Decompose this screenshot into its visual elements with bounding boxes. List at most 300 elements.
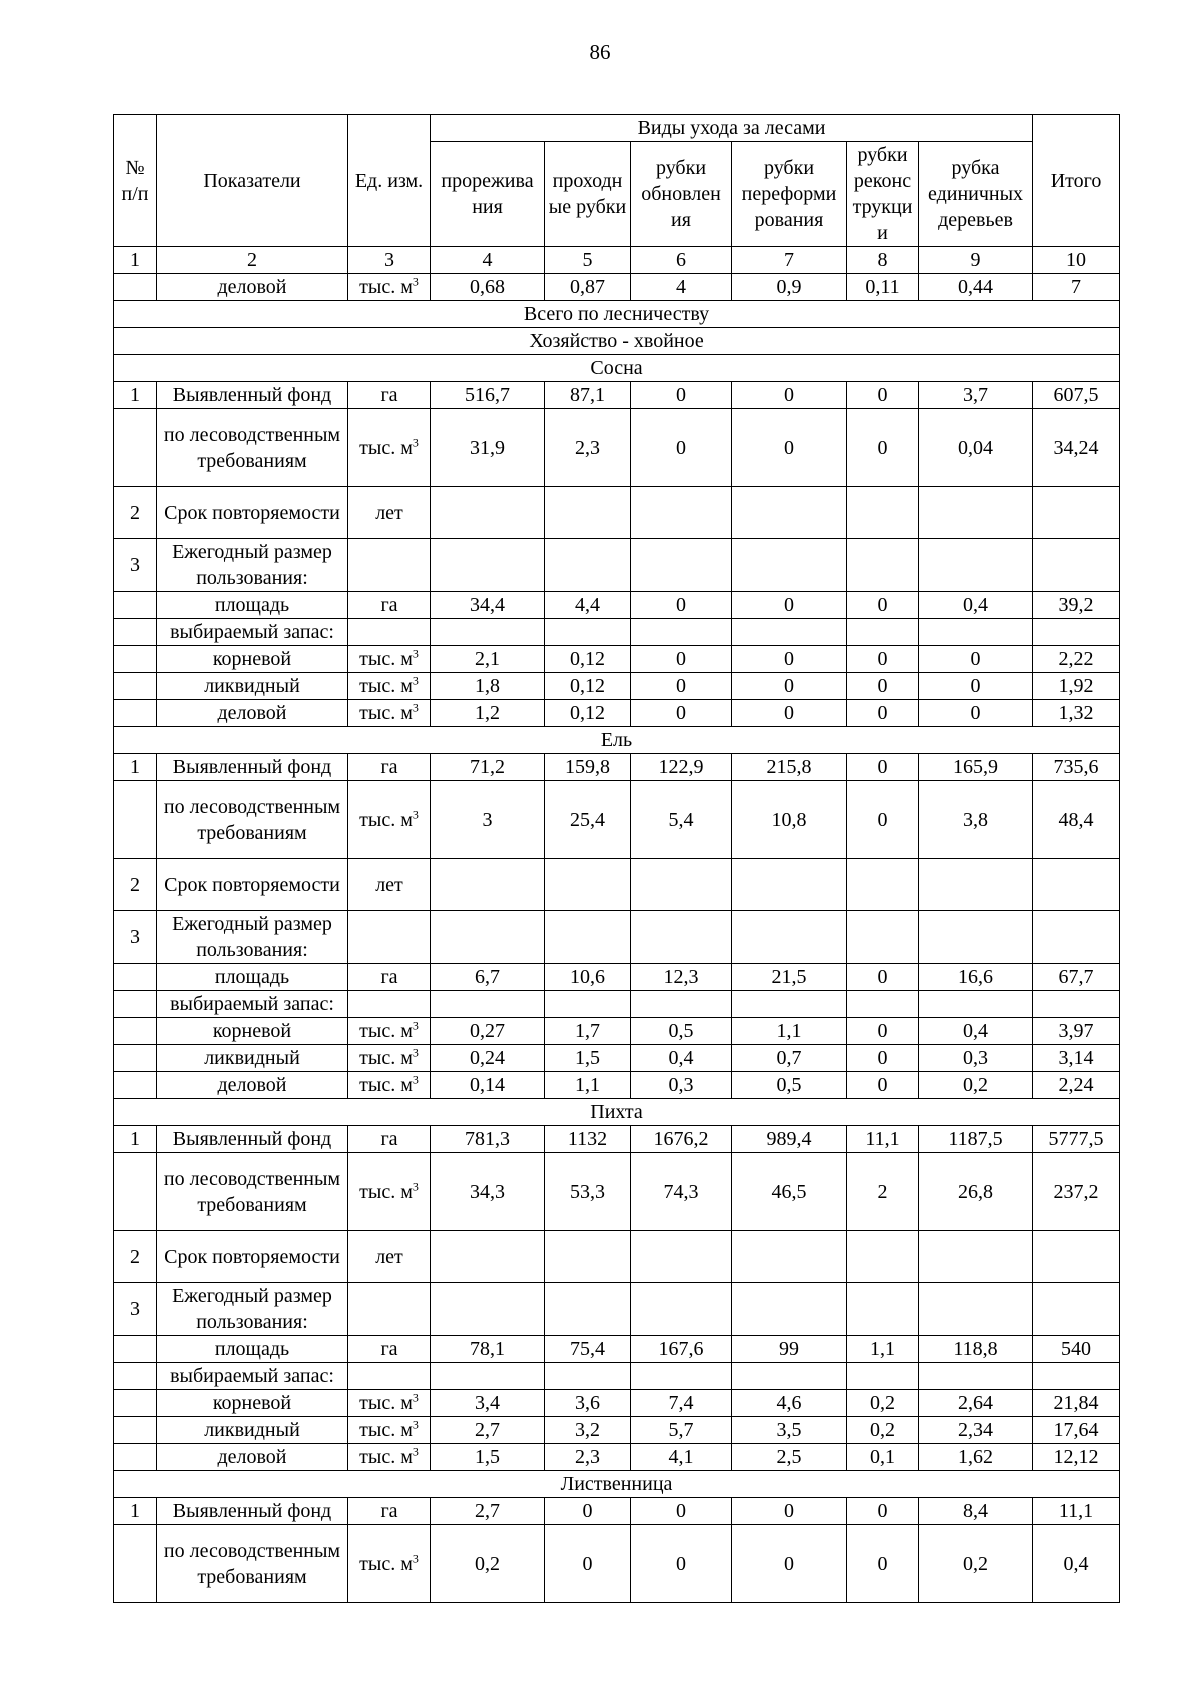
unit-text: тыс. м: [359, 1446, 413, 1468]
row-value: 34,4: [431, 592, 545, 619]
row-value: 5,4: [631, 781, 732, 859]
row-value: 0,2: [919, 1525, 1033, 1603]
header-type-thinning: прорежива ния: [431, 142, 545, 247]
row-value: [732, 487, 847, 539]
row-indicator: Срок повторяемости: [157, 1231, 348, 1283]
row-total: [1033, 1363, 1120, 1390]
row-value: [545, 619, 631, 646]
row-value: 0,04: [919, 409, 1033, 487]
column-number: 6: [631, 247, 732, 274]
unit-exponent: 3: [412, 806, 419, 821]
row-indicator: площадь: [157, 1336, 348, 1363]
row-indicator: площадь: [157, 592, 348, 619]
table-row: [114, 592, 1120, 619]
row-number: [114, 619, 157, 646]
row-total: [1033, 1283, 1120, 1336]
unit-exponent: 3: [412, 1390, 419, 1405]
row-number: [114, 1363, 157, 1390]
row-number: [114, 1153, 157, 1231]
row-value: [847, 487, 919, 539]
row-total: 12,12: [1033, 1444, 1120, 1471]
row-number: 3: [114, 539, 157, 592]
row-total: [1033, 1231, 1120, 1283]
row-value: 0,5: [631, 1018, 732, 1045]
table-row: [114, 1072, 1120, 1099]
row-value: 3,5: [732, 1417, 847, 1444]
row-value: 165,9: [919, 754, 1033, 781]
unit-exponent: 3: [412, 646, 419, 661]
row-value: [631, 539, 732, 592]
row-value: [631, 991, 732, 1018]
row-value: 2,64: [919, 1390, 1033, 1417]
row-value: 0,7: [732, 1045, 847, 1072]
section-title: Ель: [114, 727, 1120, 754]
row-value: 0: [631, 382, 732, 409]
unit-exponent: 3: [412, 1444, 419, 1459]
table-row: [114, 1283, 1120, 1336]
row-value: 0: [847, 964, 919, 991]
row-value: 0,12: [545, 673, 631, 700]
row-value: 0,68: [431, 274, 545, 301]
section-row: [114, 328, 1120, 355]
row-value: 0: [919, 673, 1033, 700]
row-indicator: корневой: [157, 1390, 348, 1417]
row-total: 2,22: [1033, 646, 1120, 673]
row-unit: [348, 592, 431, 619]
row-value: 215,8: [732, 754, 847, 781]
column-number: 9: [919, 247, 1033, 274]
row-value: 159,8: [545, 754, 631, 781]
row-value: [919, 1363, 1033, 1390]
row-value: 1,7: [545, 1018, 631, 1045]
row-value: 1,5: [431, 1444, 545, 1471]
row-value: 3,2: [545, 1417, 631, 1444]
row-value: 0,2: [847, 1390, 919, 1417]
row-value: 0,44: [919, 274, 1033, 301]
unit-text: тыс. м: [359, 1074, 413, 1096]
row-value: [847, 911, 919, 964]
table-row: [114, 646, 1120, 673]
row-number: [114, 991, 157, 1018]
forest-care-table: [113, 114, 1120, 1603]
row-total: 0,4: [1033, 1525, 1120, 1603]
row-value: 1,1: [545, 1072, 631, 1099]
row-value: 75,4: [545, 1336, 631, 1363]
table-row: [114, 274, 1120, 301]
table-row: [114, 754, 1120, 781]
row-value: 0,12: [545, 700, 631, 727]
row-value: 2,3: [545, 1444, 631, 1471]
row-value: [631, 859, 732, 911]
row-value: 0: [919, 700, 1033, 727]
row-value: 0,2: [431, 1525, 545, 1603]
unit-text: тыс. м: [359, 436, 413, 459]
row-value: 0: [631, 646, 732, 673]
row-total: 1,92: [1033, 673, 1120, 700]
row-number: 2: [114, 1231, 157, 1283]
row-unit: [348, 911, 431, 964]
unit-exponent: 3: [412, 274, 419, 289]
row-number: [114, 1045, 157, 1072]
row-unit: [348, 1390, 431, 1417]
row-value: 0,4: [919, 1018, 1033, 1045]
row-total: 1,32: [1033, 700, 1120, 727]
row-value: [431, 1363, 545, 1390]
row-unit: [348, 274, 431, 301]
row-value: 0: [631, 592, 732, 619]
column-number: 4: [431, 247, 545, 274]
row-value: 118,8: [919, 1336, 1033, 1363]
row-value: [631, 619, 732, 646]
row-total: 540: [1033, 1336, 1120, 1363]
row-value: 0: [732, 592, 847, 619]
row-total: 11,1: [1033, 1498, 1120, 1525]
row-value: [545, 859, 631, 911]
column-number: 3: [348, 247, 431, 274]
section-row: [114, 355, 1120, 382]
row-indicator: ликвидный: [157, 1045, 348, 1072]
table-row: [114, 409, 1120, 487]
row-value: 5,7: [631, 1417, 732, 1444]
row-number: [114, 646, 157, 673]
row-unit: [348, 1417, 431, 1444]
row-value: 0,2: [847, 1417, 919, 1444]
unit-text: га: [380, 966, 398, 988]
table-row: [114, 1018, 1120, 1045]
row-value: 0,2: [919, 1072, 1033, 1099]
row-value: [732, 859, 847, 911]
row-number: [114, 1336, 157, 1363]
row-unit: [348, 1283, 431, 1336]
row-value: 0,87: [545, 274, 631, 301]
unit-text: тыс. м: [359, 1180, 413, 1203]
row-value: 8,4: [919, 1498, 1033, 1525]
row-value: [545, 991, 631, 1018]
row-number: 3: [114, 1283, 157, 1336]
row-unit: [348, 1363, 431, 1390]
row-value: 0: [545, 1498, 631, 1525]
row-value: 7,4: [631, 1390, 732, 1417]
row-value: 1,5: [545, 1045, 631, 1072]
row-number: [114, 592, 157, 619]
unit-text: тыс. м: [359, 1047, 413, 1069]
unit-exponent: 3: [412, 1550, 419, 1565]
header-type-reformation-cuts: рубки переформи рования: [732, 142, 847, 247]
row-value: 4,1: [631, 1444, 732, 1471]
header-indicator: Показатели: [157, 115, 348, 247]
row-value: 10,8: [732, 781, 847, 859]
row-value: [431, 487, 545, 539]
row-value: [631, 1363, 732, 1390]
row-indicator: корневой: [157, 1018, 348, 1045]
unit-exponent: 3: [412, 1417, 419, 1432]
row-value: 2,34: [919, 1417, 1033, 1444]
row-value: [919, 1283, 1033, 1336]
row-value: 0: [732, 700, 847, 727]
unit-text: лет: [375, 501, 403, 524]
section-title: Хозяйство - хвойное: [114, 328, 1120, 355]
row-number: [114, 673, 157, 700]
unit-text: га: [380, 1128, 398, 1150]
row-indicator: Ежегодный размер пользования:: [157, 539, 348, 592]
row-value: [732, 1231, 847, 1283]
row-indicator: Выявленный фонд: [157, 1126, 348, 1153]
row-value: 1,1: [732, 1018, 847, 1045]
row-unit: [348, 700, 431, 727]
table-row: [114, 487, 1120, 539]
row-indicator: по лесоводственным требованиям: [157, 409, 348, 487]
row-value: 0: [732, 1525, 847, 1603]
unit-text: га: [380, 1500, 398, 1522]
row-unit: [348, 409, 431, 487]
row-value: 122,9: [631, 754, 732, 781]
row-value: [545, 1363, 631, 1390]
row-number: 1: [114, 754, 157, 781]
column-number: 7: [732, 247, 847, 274]
row-unit: [348, 382, 431, 409]
row-value: 1676,2: [631, 1126, 732, 1153]
unit-exponent: 3: [412, 1178, 419, 1193]
table-row: [114, 1231, 1120, 1283]
row-number: 3: [114, 911, 157, 964]
row-indicator: по лесоводственным требованиям: [157, 781, 348, 859]
row-unit: [348, 1018, 431, 1045]
row-value: [732, 539, 847, 592]
row-value: 0: [847, 382, 919, 409]
row-value: 0: [631, 409, 732, 487]
row-indicator: ликвидный: [157, 1417, 348, 1444]
row-value: 16,6: [919, 964, 1033, 991]
unit-text: тыс. м: [359, 648, 413, 670]
row-number: 2: [114, 859, 157, 911]
unit-text: тыс. м: [359, 1552, 413, 1575]
unit-text: тыс. м: [359, 276, 413, 298]
header-type-renewal-cuts: рубки обновлен ия: [631, 142, 732, 247]
row-value: 167,6: [631, 1336, 732, 1363]
row-value: 0,4: [631, 1045, 732, 1072]
row-value: 4: [631, 274, 732, 301]
row-total: 17,64: [1033, 1417, 1120, 1444]
row-value: [919, 539, 1033, 592]
row-total: 21,84: [1033, 1390, 1120, 1417]
header-num: № п/п: [114, 115, 157, 247]
unit-exponent: 3: [412, 1072, 419, 1087]
row-number: [114, 1417, 157, 1444]
header-type-single-tree-cut: рубка единичных деревьев: [919, 142, 1033, 247]
row-indicator: деловой: [157, 274, 348, 301]
row-value: 0: [847, 592, 919, 619]
row-unit: [348, 539, 431, 592]
row-value: [631, 911, 732, 964]
row-indicator: выбираемый запас:: [157, 619, 348, 646]
row-indicator: деловой: [157, 1072, 348, 1099]
row-value: 0,24: [431, 1045, 545, 1072]
row-unit: [348, 1231, 431, 1283]
row-unit: [348, 1498, 431, 1525]
row-total: [1033, 619, 1120, 646]
row-unit: [348, 1126, 431, 1153]
row-indicator: Срок повторяемости: [157, 859, 348, 911]
row-value: 1,1: [847, 1336, 919, 1363]
row-value: 0,11: [847, 274, 919, 301]
unit-text: тыс. м: [359, 1419, 413, 1441]
unit-exponent: 3: [412, 700, 419, 715]
row-unit: [348, 991, 431, 1018]
table-row: [114, 859, 1120, 911]
row-value: 0: [732, 646, 847, 673]
table-row: [114, 673, 1120, 700]
column-number: 1: [114, 247, 157, 274]
unit-text: га: [380, 594, 398, 616]
row-value: 0,3: [919, 1045, 1033, 1072]
row-value: 0: [847, 700, 919, 727]
row-value: [431, 911, 545, 964]
row-value: 781,3: [431, 1126, 545, 1153]
row-total: 237,2: [1033, 1153, 1120, 1231]
row-value: 0: [631, 1525, 732, 1603]
section-title: Всего по лесничеству: [114, 301, 1120, 328]
row-unit: [348, 1045, 431, 1072]
row-unit: [348, 754, 431, 781]
row-unit: [348, 646, 431, 673]
row-value: 74,3: [631, 1153, 732, 1231]
row-total: 67,7: [1033, 964, 1120, 991]
header-type-passing-cuts: проходн ые рубки: [545, 142, 631, 247]
unit-text: лет: [375, 873, 403, 896]
row-value: 0: [847, 1018, 919, 1045]
row-indicator: Выявленный фонд: [157, 1498, 348, 1525]
row-number: [114, 700, 157, 727]
row-value: [545, 487, 631, 539]
table-row: [114, 964, 1120, 991]
row-value: 21,5: [732, 964, 847, 991]
table-row: [114, 700, 1120, 727]
row-value: [545, 1231, 631, 1283]
row-value: [431, 539, 545, 592]
row-number: 1: [114, 1126, 157, 1153]
table-row: [114, 991, 1120, 1018]
row-indicator: ликвидный: [157, 673, 348, 700]
unit-exponent: 3: [412, 1018, 419, 1033]
row-indicator: Ежегодный размер пользования:: [157, 911, 348, 964]
row-value: 2,1: [431, 646, 545, 673]
row-value: 0: [847, 1525, 919, 1603]
row-value: 53,3: [545, 1153, 631, 1231]
row-value: 0: [631, 700, 732, 727]
section-title: Лиственница: [114, 1471, 1120, 1498]
row-unit: [348, 619, 431, 646]
row-total: [1033, 911, 1120, 964]
column-number: 5: [545, 247, 631, 274]
row-number: [114, 964, 157, 991]
row-indicator: Ежегодный размер пользования:: [157, 1283, 348, 1336]
row-value: 71,2: [431, 754, 545, 781]
row-indicator: корневой: [157, 646, 348, 673]
row-total: 735,6: [1033, 754, 1120, 781]
row-unit: [348, 1525, 431, 1603]
row-value: [431, 1231, 545, 1283]
row-value: [732, 1283, 847, 1336]
row-value: 4,6: [732, 1390, 847, 1417]
row-value: 1,62: [919, 1444, 1033, 1471]
row-value: 0,5: [732, 1072, 847, 1099]
row-value: 0: [847, 781, 919, 859]
row-value: [431, 991, 545, 1018]
row-value: [847, 1363, 919, 1390]
row-unit: [348, 964, 431, 991]
row-value: [919, 911, 1033, 964]
unit-exponent: 3: [412, 434, 419, 449]
header-type-reconstruction-cuts: рубки реконс трукци и: [847, 142, 919, 247]
table-row: [114, 1126, 1120, 1153]
table-row: [114, 1336, 1120, 1363]
row-value: [545, 1283, 631, 1336]
unit-text: тыс. м: [359, 1392, 413, 1414]
row-value: [545, 911, 631, 964]
row-value: 0: [732, 382, 847, 409]
unit-text: га: [380, 384, 398, 406]
row-unit: [348, 673, 431, 700]
row-indicator: по лесоводственным требованиям: [157, 1153, 348, 1231]
row-value: 2,7: [431, 1498, 545, 1525]
row-value: 0,27: [431, 1018, 545, 1045]
table-row: [114, 619, 1120, 646]
row-total: [1033, 991, 1120, 1018]
unit-text: тыс. м: [359, 808, 413, 831]
row-value: 0: [847, 1072, 919, 1099]
table-row: [114, 539, 1120, 592]
unit-text: тыс. м: [359, 675, 413, 697]
row-value: 3,4: [431, 1390, 545, 1417]
row-value: [847, 1231, 919, 1283]
row-total: [1033, 859, 1120, 911]
unit-exponent: 3: [412, 1045, 419, 1060]
row-value: 0: [847, 673, 919, 700]
row-value: 0: [732, 673, 847, 700]
unit-text: лет: [375, 1245, 403, 1268]
row-total: 3,14: [1033, 1045, 1120, 1072]
row-indicator: выбираемый запас:: [157, 1363, 348, 1390]
row-value: 87,1: [545, 382, 631, 409]
row-value: 0,12: [545, 646, 631, 673]
row-value: 3,7: [919, 382, 1033, 409]
row-value: [919, 1231, 1033, 1283]
row-value: [631, 487, 732, 539]
table-row: [114, 1390, 1120, 1417]
row-value: [847, 619, 919, 646]
row-total: 34,24: [1033, 409, 1120, 487]
row-value: 10,6: [545, 964, 631, 991]
row-indicator: Выявленный фонд: [157, 754, 348, 781]
row-value: 2,7: [431, 1417, 545, 1444]
row-value: 31,9: [431, 409, 545, 487]
row-total: 48,4: [1033, 781, 1120, 859]
row-value: 0,4: [919, 592, 1033, 619]
row-value: 26,8: [919, 1153, 1033, 1231]
row-value: [847, 1283, 919, 1336]
table-row: [114, 1363, 1120, 1390]
row-indicator: выбираемый запас:: [157, 991, 348, 1018]
row-value: [545, 539, 631, 592]
row-number: [114, 1525, 157, 1603]
section-row: [114, 727, 1120, 754]
row-total: 3,97: [1033, 1018, 1120, 1045]
row-value: 0: [847, 754, 919, 781]
row-value: 0: [919, 646, 1033, 673]
row-value: 0: [847, 1498, 919, 1525]
row-value: [732, 911, 847, 964]
row-value: [431, 859, 545, 911]
